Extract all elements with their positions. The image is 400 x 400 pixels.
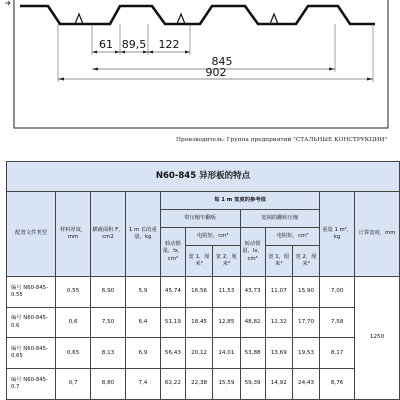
cell-mass: 6,4 [125,307,160,338]
manufacturer-caption: Производитель: Группа предприятий "СТАЛЬНЫЕ КОНСТРУКЦИИ" [176,137,388,143]
header-thickness: 材料厚度，mm [56,192,91,277]
table-row [7,307,400,338]
dim-label-902: 902 [205,66,227,79]
cell-narrow-w1: 22,38 [185,369,212,400]
row-name: 编号 N60-845-0.6 [7,307,56,338]
cell-section-area: 8,80 [91,369,126,400]
header-weight-per-m2: 重量 1 m²，kg [320,192,355,277]
dim-label-845: 845 [211,55,233,68]
table-row [7,276,400,307]
cell-mass: 5,9 [125,276,160,307]
row-name: 编号 N60-845-0.7 [7,369,56,400]
row-name: 编号 N60-845-0.65 [7,338,56,369]
header-narrow-flange: 带压缩窄翻板 [160,210,240,228]
cell-narrow-inertia: 51,19 [160,307,185,338]
header-mass-per-meter: 1 m 长的重量，kg [125,192,160,277]
cell-wide-w1: 14,92 [265,369,292,400]
cell-wide-w2: 17,70 [292,307,319,338]
table-row [7,338,400,369]
profile-cross-section [0,0,400,150]
cell-section-area: 6,90 [91,276,126,307]
cell-wide-w2: 19,53 [292,338,319,369]
cell-narrow-w1: 20,12 [185,338,212,369]
profile-spec-table [6,161,400,400]
dim-label-122: 122 [158,38,180,51]
header-design-width: 计算宽度，mm [355,192,400,277]
cell-narrow-w2: 14,01 [213,338,240,369]
header-wide-resistance: 电阻矩，cm³ [265,228,320,246]
cell-narrow-inertia: 45,74 [160,276,185,307]
header-reference-values: 每 1 m 宽度的参考值 [160,192,319,210]
cell-narrow-w1: 16,56 [185,276,212,307]
table-row [7,369,400,400]
stiffener-ribs [75,14,278,24]
header-wide-flange: 宽阔的翻转压缩 [240,210,320,228]
header-config-type: 配置文件类型 [7,192,56,277]
header-wide-w2: 宽 2，厘米³ [292,246,319,277]
header-narrow-resistance: 电阻矩，cm³ [185,228,240,246]
cell-weight-m2: 7,58 [320,307,355,338]
row-name: 编号 N60-845-0.55 [7,276,56,307]
cell-wide-w2: 24,43 [292,369,319,400]
header-narrow-w1: 宽 1，厘米³ [185,246,212,277]
cell-weight-m2: 8,17 [320,338,355,369]
cell-wide-inertia: 43,73 [240,276,265,307]
header-wide-inertia: 转动惯量，Ix，cm⁴ [240,228,265,277]
cell-mass: 7,4 [125,369,160,400]
cell-mass: 6,9 [125,338,160,369]
cell-wide-w1: 12,32 [265,307,292,338]
header-wide-w1: 宽 1，厘米³ [265,246,292,277]
dim-label-89-5: 89,5 [121,38,147,51]
cell-narrow-w1: 18,45 [185,307,212,338]
cell-thickness: 0,7 [56,369,91,400]
cell-section-area: 7,50 [91,307,126,338]
cell-narrow-w2: 15,59 [213,369,240,400]
cell-wide-inertia: 53,88 [240,338,265,369]
cell-wide-w1: 13,69 [265,338,292,369]
cell-narrow-w2: 11,53 [213,276,240,307]
profile-drawing [0,0,400,150]
cell-narrow-w2: 12,85 [213,307,240,338]
cell-thickness: 0,65 [56,338,91,369]
cell-wide-inertia: 48,82 [240,307,265,338]
cell-narrow-inertia: 56,43 [160,338,185,369]
table-title: N60-845 异形板的特点 [7,162,400,192]
drawing-frame [14,0,388,128]
cell-wide-inertia: 59,39 [240,369,265,400]
dim-label-61: 61 [99,38,113,51]
header-narrow-inertia: 转动惯量，Ix，cm⁴ [160,228,185,277]
cell-thickness: 0,6 [56,307,91,338]
cell-weight-m2: 7,00 [320,276,355,307]
cell-design-width: 1250 [355,276,400,399]
header-section-area: 横截面积 F，cm2 [91,192,126,277]
cell-wide-w1: 11,07 [265,276,292,307]
sheet-profile-line [20,6,375,24]
cell-wide-w2: 15,90 [292,276,319,307]
cell-thickness: 0,55 [56,276,91,307]
cell-narrow-inertia: 62,22 [160,369,185,400]
header-narrow-w2: 宽 2，厘米³ [213,246,240,277]
cell-section-area: 8,13 [91,338,126,369]
cell-weight-m2: 8,76 [320,369,355,400]
edge-arrow-icon [5,1,10,5]
